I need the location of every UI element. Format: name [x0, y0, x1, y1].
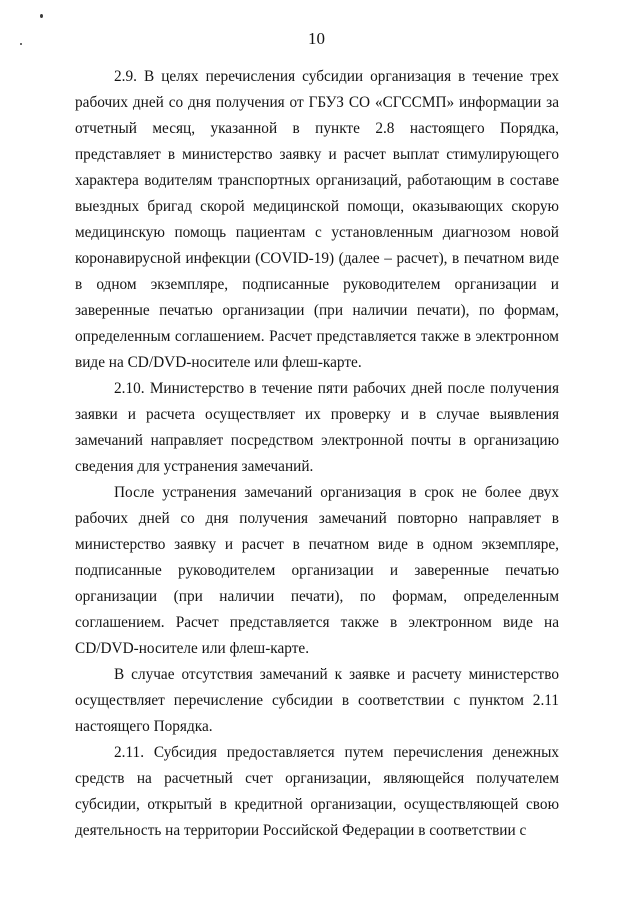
paragraph-after-corrections: После устранения замечаний организация в срок не более двух рабочих дней со дня получения замечаний повторно направляет в министерство заявку и расчет в печатном виде в одном экземпляре, подписанные руководителем организации и заверенные печатью организации (при наличии печати), по формам, определенным соглашением. Расчет представляется также в электронном виде на CD/DVD-носителе или флеш-карте. — [75, 484, 559, 657]
document-body — [75, 64, 559, 844]
paragraph-2-10: 2.10. Министерство в течение пяти рабочих дней после получения заявки и расчета осуществляет их проверку и в случае выявления замечаний направляет посредством электронной почты в организацию сведения для устранения замечаний. — [75, 380, 559, 475]
paragraph-2-9: 2.9. В целях перечисления субсидии организация в течение трех рабочих дней со дня получения от ГБУЗ СО «СГССМП» информации за отчетный месяц, указанной в пункте 2.8 настоящего Порядка, представляет в министерство заявку и расчет выплат стимулирующего характера водителям транспортных организаций, работающим в составе выездных бригад скорой медицинской помощи, оказывающих скорую медицинскую помощь пациентам с установленным диагнозом новой коронавирусной инфекции (COVID-19) (далее – расчет), в печатном виде в одном экземпляре, подписанные руководителем организации и заверенные печатью организации (при наличии печати), по формам, определенным соглашением. Расчет представляется также в электронном виде на CD/DVD-носителе или флеш-карте. — [75, 68, 559, 371]
paragraph-2-11: 2.11. Субсидия предоставляется путем перечисления денежных средств на расчетный счет организации, являющейся получателем субсидии, открытый в кредитной организации, осуществляющей свою деятельность на территории Российской Федерации в соответствии с — [75, 744, 559, 839]
page-number: 10 — [308, 29, 325, 48]
scan-speck — [40, 14, 43, 18]
paragraph-no-remarks: В случае отсутствия замечаний к заявке и расчету министерство осуществляет перечисление субсидии в соответствии с пунктом 2.11 настоящего Порядка. — [75, 666, 559, 735]
